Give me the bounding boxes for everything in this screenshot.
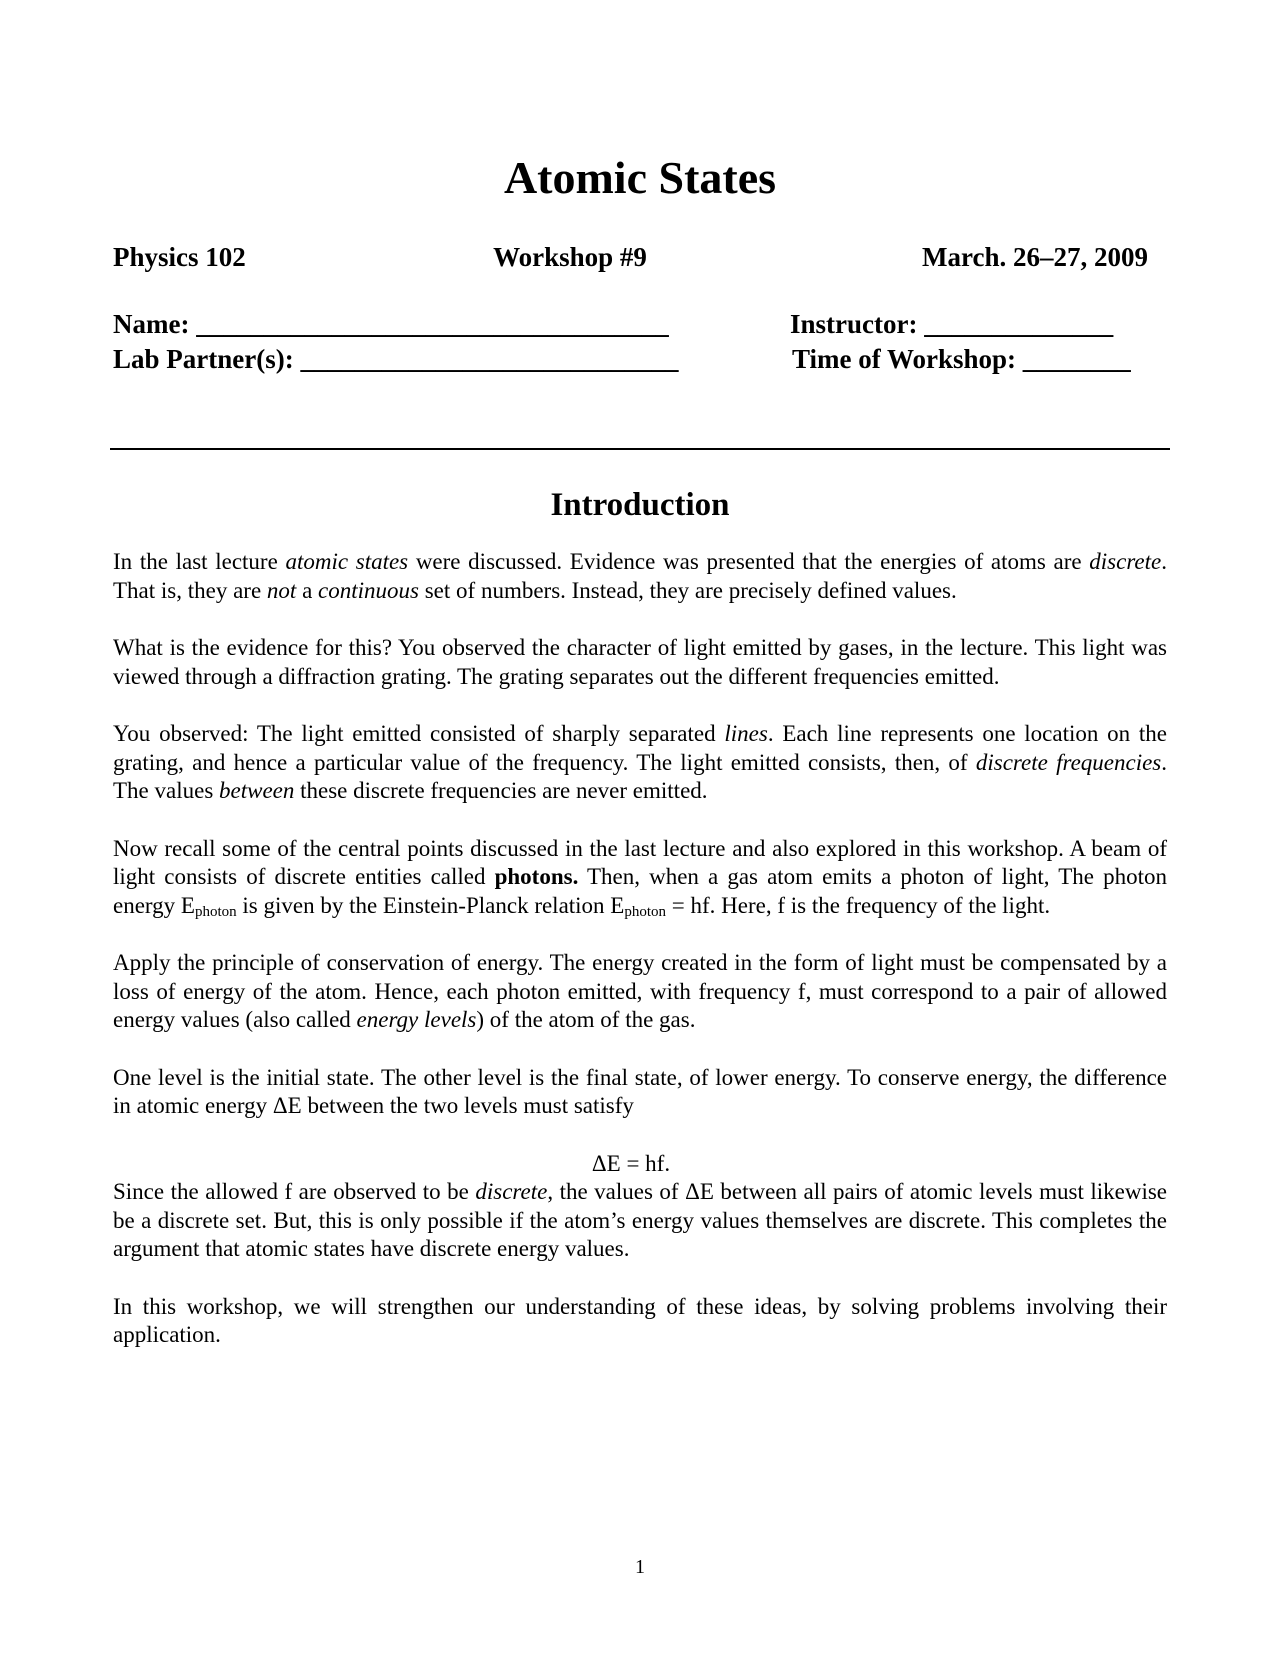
section-title-introduction: Introduction — [550, 487, 730, 523]
page-number: 1 — [635, 1556, 645, 1578]
instructor-field: Instructor: ______________ — [790, 309, 1114, 339]
paragraph-7: Since the allowed f are observed to be discrete, the values of ΔE between all pairs of atomic levels must likewise be a discrete set. But, this is only possible if the atom’s energy values themselves are discrete. This completes the argument that atomic states have discrete energy values. — [113, 1179, 1168, 1261]
lab-partners-field: Lab Partner(s): ____________________________ — [113, 344, 679, 374]
course-label: Physics 102 — [113, 242, 246, 272]
paragraph-3: You observed: The light emitted consisted of sharply separated lines. Each line represents one location on the grating, and hence a particular value of the frequency. The light emitted consists, then, of discrete frequencies. The values between these discrete frequencies are never emitted. — [113, 721, 1167, 803]
paragraph-6: One level is the initial state. The other level is the final state, of lower energy. To conserve energy, the difference in atomic energy ΔE between the two levels must satisfy — [113, 1064, 1167, 1118]
paragraph-8: In this workshop, we will strengthen our understanding of these ideas, by solving problems involving their application. — [113, 1293, 1167, 1347]
date-label: March. 26–27, 2009 — [922, 242, 1148, 272]
paragraph-5: Apply the principle of conservation of energy. The energy created in the form of light must be compensated by a loss of energy of the atom. Hence, each photon emitted, with frequency f, must correspond to a pair of allowed energy values (also called energy levels) of the atom of the gas. — [113, 950, 1167, 1032]
paragraph-2: What is the evidence for this? You observed the character of light emitted by gases, in the lecture. This light was viewed through a diffraction grating. The grating separates out the different frequencies emitted. — [113, 635, 1167, 689]
paragraph-4: Now recall some of the central points discussed in the last lecture and also explored in this workshop. A beam of light consists of discrete entities called photons. Then, when a gas atom emits a photon of light, The photon energy $E_{photon}$ is given by the Einstein-Planck relation $E_{photon}$ = hf. Here, f is the frequency of the light. — [113, 835, 1167, 920]
paragraph-1: In the last lecture atomic states were discussed. Evidence was presented that the energies of atoms are discrete. That is, they are not a continuous set of numbers. Instead, they are precisely defined values. — [113, 549, 1167, 603]
equation: ΔE = hf. — [591, 1150, 671, 1176]
time-of-workshop-field: Time of Workshop: ________ — [792, 344, 1131, 374]
name-field: Name: ___________________________________ — [113, 309, 669, 339]
document-title: Atomic States — [503, 152, 777, 203]
horizontal-divider — [110, 448, 1170, 450]
workshop-label: Workshop #9 — [493, 242, 647, 272]
introduction-body — [113, 548, 1167, 1379]
